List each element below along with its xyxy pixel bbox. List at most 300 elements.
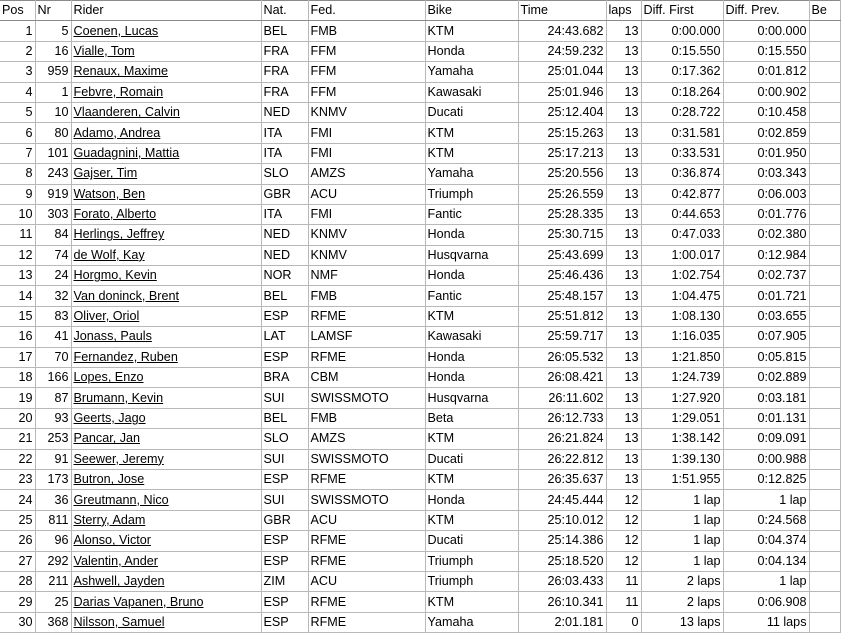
table-row [0, 429, 840, 449]
time-cell: 25:59.717 [518, 327, 606, 347]
rider-link[interactable]: Watson, Ben [73, 186, 146, 201]
fed-cell: FMI [308, 143, 425, 163]
time-cell: 25:48.157 [518, 286, 606, 306]
nat-cell: NOR [261, 266, 308, 286]
nat-cell: SLO [261, 164, 308, 184]
diff-prev-cell: 0:05.815 [723, 347, 809, 367]
laps-cell: 13 [606, 286, 641, 306]
rider-cell [71, 408, 261, 428]
diff-first-cell: 1 lap [641, 510, 723, 530]
nat-cell: BEL [261, 21, 308, 41]
rider-link[interactable]: Butron, Jose [73, 472, 145, 487]
pos-cell: 18 [0, 368, 35, 388]
rider-link[interactable]: Jonass, Pauls [73, 329, 152, 344]
laps-cell: 13 [606, 184, 641, 204]
diff-prev-cell: 0:06.908 [723, 592, 809, 612]
diff-first-cell: 0:42.877 [641, 184, 723, 204]
pos-cell: 25 [0, 510, 35, 530]
rider-link[interactable]: Pancar, Jan [73, 431, 141, 446]
diff-first-cell: 1:29.051 [641, 408, 723, 428]
number-cell: 24 [35, 266, 71, 286]
diff-prev-cell: 0:15.550 [723, 41, 809, 61]
pos-cell: 10 [0, 204, 35, 224]
be-cell [809, 429, 840, 449]
rider-link[interactable]: Alonso, Victor [73, 533, 151, 548]
bike-cell: Triumph [425, 571, 518, 591]
diff-prev-cell: 0:07.905 [723, 327, 809, 347]
diff-first-cell: 0:28.722 [641, 102, 723, 122]
pos-cell: 26 [0, 531, 35, 551]
nat-cell: FRA [261, 62, 308, 82]
laps-cell: 13 [606, 123, 641, 143]
bike-cell: KTM [425, 469, 518, 489]
header-time[interactable]: Time [518, 1, 606, 21]
time-cell: 25:10.012 [518, 510, 606, 530]
rider-link[interactable]: Darias Vapanen, Bruno [73, 594, 204, 609]
table-row [0, 612, 840, 632]
header-diff-first[interactable]: Diff. First [641, 1, 723, 21]
number-cell: 959 [35, 62, 71, 82]
pos-cell: 30 [0, 612, 35, 632]
be-cell [809, 82, 840, 102]
be-cell [809, 306, 840, 326]
nat-cell: NED [261, 102, 308, 122]
fed-cell: FMB [308, 286, 425, 306]
pos-cell: 29 [0, 592, 35, 612]
diff-prev-cell: 0:00.988 [723, 449, 809, 469]
pos-cell: 3 [0, 62, 35, 82]
pos-cell: 28 [0, 571, 35, 591]
rider-cell [71, 123, 261, 143]
rider-cell [71, 571, 261, 591]
table-row [0, 204, 840, 224]
header-diff-prev[interactable]: Diff. Prev. [723, 1, 809, 21]
nat-cell: BEL [261, 408, 308, 428]
table-row [0, 62, 840, 82]
rider-link[interactable]: Ashwell, Jayden [73, 574, 165, 589]
laps-cell: 13 [606, 204, 641, 224]
header-nat[interactable]: Nat. [261, 1, 308, 21]
rider-cell [71, 327, 261, 347]
be-cell [809, 41, 840, 61]
bike-cell: Yamaha [425, 62, 518, 82]
diff-first-cell: 1:08.130 [641, 306, 723, 326]
pos-cell: 17 [0, 347, 35, 367]
rider-cell [71, 612, 261, 632]
laps-cell: 12 [606, 551, 641, 571]
laps-cell: 12 [606, 490, 641, 510]
pos-cell: 5 [0, 102, 35, 122]
table-row [0, 510, 840, 530]
diff-first-cell: 1:38.142 [641, 429, 723, 449]
table-row [0, 245, 840, 265]
rider-cell [71, 449, 261, 469]
pos-cell: 16 [0, 327, 35, 347]
diff-first-cell: 1:39.130 [641, 449, 723, 469]
bike-cell: Honda [425, 266, 518, 286]
be-cell [809, 266, 840, 286]
table-row [0, 368, 840, 388]
rider-cell [71, 368, 261, 388]
table-row [0, 102, 840, 122]
header-rider[interactable]: Rider [71, 1, 261, 21]
bike-cell: Honda [425, 225, 518, 245]
time-cell: 25:28.335 [518, 204, 606, 224]
bike-cell: Triumph [425, 551, 518, 571]
diff-prev-cell: 0:00.000 [723, 21, 809, 41]
be-cell [809, 21, 840, 41]
diff-first-cell: 1:51.955 [641, 469, 723, 489]
laps-cell: 13 [606, 143, 641, 163]
nat-cell: ESP [261, 531, 308, 551]
table-row [0, 41, 840, 61]
laps-cell: 13 [606, 368, 641, 388]
number-cell: 101 [35, 143, 71, 163]
rider-link[interactable]: Vialle, Tom [73, 43, 135, 58]
rider-cell [71, 225, 261, 245]
nat-cell: ESP [261, 347, 308, 367]
number-cell: 811 [35, 510, 71, 530]
rider-cell [71, 347, 261, 367]
rider-link[interactable]: Herlings, Jeffrey [73, 227, 165, 242]
diff-prev-cell: 1 lap [723, 490, 809, 510]
nat-cell: SUI [261, 388, 308, 408]
time-cell: 26:10.341 [518, 592, 606, 612]
pos-cell: 4 [0, 82, 35, 102]
bike-cell: KTM [425, 429, 518, 449]
nat-cell: GBR [261, 510, 308, 530]
rider-link[interactable]: Sterry, Adam [73, 512, 146, 527]
fed-cell: FMI [308, 204, 425, 224]
time-cell: 25:26.559 [518, 184, 606, 204]
diff-first-cell: 1:02.754 [641, 266, 723, 286]
rider-link[interactable]: Greutmann, Nico [73, 492, 169, 507]
laps-cell: 11 [606, 571, 641, 591]
time-cell: 25:51.812 [518, 306, 606, 326]
be-cell [809, 592, 840, 612]
number-cell: 41 [35, 327, 71, 347]
fed-cell: FFM [308, 62, 425, 82]
be-cell [809, 510, 840, 530]
number-cell: 173 [35, 469, 71, 489]
fed-cell: KNMV [308, 102, 425, 122]
rider-cell [71, 245, 261, 265]
diff-first-cell: 1 lap [641, 490, 723, 510]
diff-prev-cell: 0:04.134 [723, 551, 809, 571]
rider-link[interactable]: Fernandez, Ruben [73, 349, 178, 364]
number-cell: 243 [35, 164, 71, 184]
fed-cell: AMZS [308, 164, 425, 184]
diff-prev-cell: 0:03.181 [723, 388, 809, 408]
diff-first-cell: 0:18.264 [641, 82, 723, 102]
number-cell: 87 [35, 388, 71, 408]
header-pos[interactable]: Pos [0, 1, 35, 21]
time-cell: 26:08.421 [518, 368, 606, 388]
diff-first-cell: 2 laps [641, 592, 723, 612]
bike-cell: Yamaha [425, 612, 518, 632]
number-cell: 83 [35, 306, 71, 326]
nat-cell: ESP [261, 469, 308, 489]
diff-first-cell: 0:31.581 [641, 123, 723, 143]
diff-prev-cell: 0:09.091 [723, 429, 809, 449]
rider-link[interactable]: Febvre, Romain [73, 84, 164, 99]
pos-cell: 15 [0, 306, 35, 326]
bike-cell: Husqvarna [425, 245, 518, 265]
bike-cell: Ducati [425, 531, 518, 551]
fed-cell: KNMV [308, 225, 425, 245]
number-cell: 36 [35, 490, 71, 510]
table-row [0, 164, 840, 184]
rider-cell [71, 164, 261, 184]
nat-cell: BRA [261, 368, 308, 388]
header-row [0, 1, 840, 21]
rider-link[interactable]: Nilsson, Samuel [73, 614, 165, 629]
diff-prev-cell: 0:01.776 [723, 204, 809, 224]
time-cell: 24:43.682 [518, 21, 606, 41]
table-row [0, 21, 840, 41]
number-cell: 70 [35, 347, 71, 367]
bike-cell: KTM [425, 143, 518, 163]
diff-first-cell: 0:17.362 [641, 62, 723, 82]
rider-link[interactable]: Renaux, Maxime [73, 64, 168, 79]
nat-cell: ESP [261, 306, 308, 326]
rider-link[interactable]: Valentin, Ander [73, 553, 158, 568]
rider-link[interactable]: Coenen, Lucas [73, 23, 159, 38]
header-be[interactable]: Be [809, 1, 840, 21]
nat-cell: SUI [261, 490, 308, 510]
table-row [0, 123, 840, 143]
be-cell [809, 531, 840, 551]
bike-cell: Honda [425, 41, 518, 61]
bike-cell: KTM [425, 21, 518, 41]
table-row [0, 490, 840, 510]
diff-prev-cell: 0:06.003 [723, 184, 809, 204]
fed-cell: LAMSF [308, 327, 425, 347]
be-cell [809, 62, 840, 82]
time-cell: 24:45.444 [518, 490, 606, 510]
diff-prev-cell: 0:01.721 [723, 286, 809, 306]
rider-link[interactable]: Seewer, Jeremy [73, 451, 164, 466]
be-cell [809, 225, 840, 245]
number-cell: 25 [35, 592, 71, 612]
header-fed[interactable]: Fed. [308, 1, 425, 21]
laps-cell: 13 [606, 41, 641, 61]
rider-cell [71, 204, 261, 224]
table-row [0, 327, 840, 347]
nat-cell: NED [261, 225, 308, 245]
pos-cell: 27 [0, 551, 35, 571]
pos-cell: 12 [0, 245, 35, 265]
bike-cell: Ducati [425, 449, 518, 469]
bike-cell: KTM [425, 510, 518, 530]
rider-link[interactable]: Gajser, Tim [73, 166, 138, 181]
number-cell: 80 [35, 123, 71, 143]
laps-cell: 13 [606, 347, 641, 367]
diff-prev-cell: 0:02.889 [723, 368, 809, 388]
diff-prev-cell: 0:10.458 [723, 102, 809, 122]
rider-link[interactable]: Geerts, Jago [73, 411, 146, 425]
fed-cell: RFME [308, 306, 425, 326]
diff-first-cell: 13 laps [641, 612, 723, 632]
table-row [0, 347, 840, 367]
rider-link[interactable]: Van doninck, Brent [73, 288, 179, 303]
time-cell: 26:05.532 [518, 347, 606, 367]
pos-cell: 13 [0, 266, 35, 286]
fed-cell: RFME [308, 531, 425, 551]
table-row [0, 592, 840, 612]
bike-cell: Fantic [425, 286, 518, 306]
fed-cell: ACU [308, 571, 425, 591]
number-cell: 1 [35, 82, 71, 102]
table-row [0, 571, 840, 591]
rider-cell [71, 469, 261, 489]
time-cell: 25:01.946 [518, 82, 606, 102]
be-cell [809, 368, 840, 388]
laps-cell: 13 [606, 225, 641, 245]
diff-prev-cell: 0:12.825 [723, 469, 809, 489]
be-cell [809, 286, 840, 306]
rider-cell [71, 429, 261, 449]
fed-cell: FFM [308, 82, 425, 102]
number-cell: 91 [35, 449, 71, 469]
time-cell: 25:14.386 [518, 531, 606, 551]
rider-cell [71, 490, 261, 510]
rider-cell [71, 82, 261, 102]
laps-cell: 13 [606, 82, 641, 102]
table-row [0, 286, 840, 306]
time-cell: 26:03.433 [518, 571, 606, 591]
rider-link[interactable]: Forato, Alberto [73, 207, 157, 222]
laps-cell: 0 [606, 612, 641, 632]
nat-cell: ESP [261, 551, 308, 571]
bike-cell: Kawasaki [425, 327, 518, 347]
rider-link[interactable]: Vlaanderen, Calvin [73, 105, 180, 120]
fed-cell: SWISSMOTO [308, 388, 425, 408]
number-cell: 253 [35, 429, 71, 449]
table-row [0, 82, 840, 102]
bike-cell: KTM [425, 123, 518, 143]
diff-first-cell: 2 laps [641, 571, 723, 591]
diff-first-cell: 1:27.920 [641, 388, 723, 408]
nat-cell: SLO [261, 429, 308, 449]
bike-cell: Beta [425, 408, 518, 428]
rider-link[interactable]: Horgmo, Kevin [73, 268, 157, 283]
fed-cell: RFME [308, 347, 425, 367]
rider-link[interactable]: de Wolf, Kay [73, 247, 145, 262]
header-bike[interactable]: Bike [425, 1, 518, 21]
fed-cell: FMB [308, 21, 425, 41]
rider-cell [71, 21, 261, 41]
be-cell [809, 408, 840, 428]
results-body [0, 21, 840, 633]
rider-link[interactable]: Adamo, Andrea [73, 125, 161, 140]
diff-first-cell: 0:36.874 [641, 164, 723, 184]
nat-cell: LAT [261, 327, 308, 347]
nat-cell: ESP [261, 592, 308, 612]
table-row [0, 266, 840, 286]
nat-cell: ITA [261, 143, 308, 163]
table-row [0, 449, 840, 469]
pos-cell: 20 [0, 408, 35, 428]
nat-cell: ITA [261, 123, 308, 143]
number-cell: 32 [35, 286, 71, 306]
fed-cell: ACU [308, 184, 425, 204]
fed-cell: SWISSMOTO [308, 490, 425, 510]
laps-cell: 13 [606, 327, 641, 347]
diff-first-cell: 0:47.033 [641, 225, 723, 245]
diff-prev-cell: 0:01.950 [723, 143, 809, 163]
be-cell [809, 164, 840, 184]
header-nr[interactable]: Nr [35, 1, 71, 21]
be-cell [809, 612, 840, 632]
time-cell: 26:22.812 [518, 449, 606, 469]
diff-prev-cell: 0:03.655 [723, 306, 809, 326]
nat-cell: FRA [261, 82, 308, 102]
number-cell: 96 [35, 531, 71, 551]
be-cell [809, 449, 840, 469]
header-laps[interactable]: laps [606, 1, 641, 21]
diff-prev-cell: 11 laps [723, 612, 809, 632]
fed-cell: AMZS [308, 429, 425, 449]
diff-first-cell: 0:00.000 [641, 21, 723, 41]
rider-cell [71, 388, 261, 408]
fed-cell: SWISSMOTO [308, 449, 425, 469]
nat-cell: ZIM [261, 571, 308, 591]
number-cell: 919 [35, 184, 71, 204]
rider-link[interactable]: Oliver, Oriol [73, 309, 140, 324]
rider-cell [71, 306, 261, 326]
fed-cell: KNMV [308, 245, 425, 265]
rider-cell [71, 592, 261, 612]
laps-cell: 13 [606, 306, 641, 326]
laps-cell: 11 [606, 592, 641, 612]
nat-cell: ITA [261, 204, 308, 224]
rider-cell [71, 286, 261, 306]
number-cell: 5 [35, 21, 71, 41]
diff-prev-cell: 1 lap [723, 571, 809, 591]
be-cell [809, 245, 840, 265]
diff-prev-cell: 0:01.812 [723, 62, 809, 82]
laps-cell: 12 [606, 510, 641, 530]
laps-cell: 13 [606, 388, 641, 408]
rider-link[interactable]: Brumann, Kevin [73, 390, 164, 405]
pos-cell: 23 [0, 469, 35, 489]
rider-link[interactable]: Guadagnini, Mattia [73, 145, 180, 160]
time-cell: 25:15.263 [518, 123, 606, 143]
be-cell [809, 571, 840, 591]
rider-cell [71, 510, 261, 530]
fed-cell: RFME [308, 612, 425, 632]
fed-cell: CBM [308, 368, 425, 388]
laps-cell: 13 [606, 429, 641, 449]
laps-cell: 13 [606, 408, 641, 428]
time-cell: 25:18.520 [518, 551, 606, 571]
rider-cell [71, 102, 261, 122]
fed-cell: RFME [308, 592, 425, 612]
laps-cell: 13 [606, 102, 641, 122]
rider-cell [71, 62, 261, 82]
fed-cell: NMF [308, 266, 425, 286]
nat-cell: NED [261, 245, 308, 265]
rider-link[interactable]: Lopes, Enzo [73, 370, 144, 385]
diff-first-cell: 0:33.531 [641, 143, 723, 163]
time-cell: 26:11.602 [518, 388, 606, 408]
bike-cell: Honda [425, 490, 518, 510]
time-cell: 25:43.699 [518, 245, 606, 265]
laps-cell: 13 [606, 266, 641, 286]
diff-first-cell: 1 lap [641, 531, 723, 551]
pos-cell: 24 [0, 490, 35, 510]
